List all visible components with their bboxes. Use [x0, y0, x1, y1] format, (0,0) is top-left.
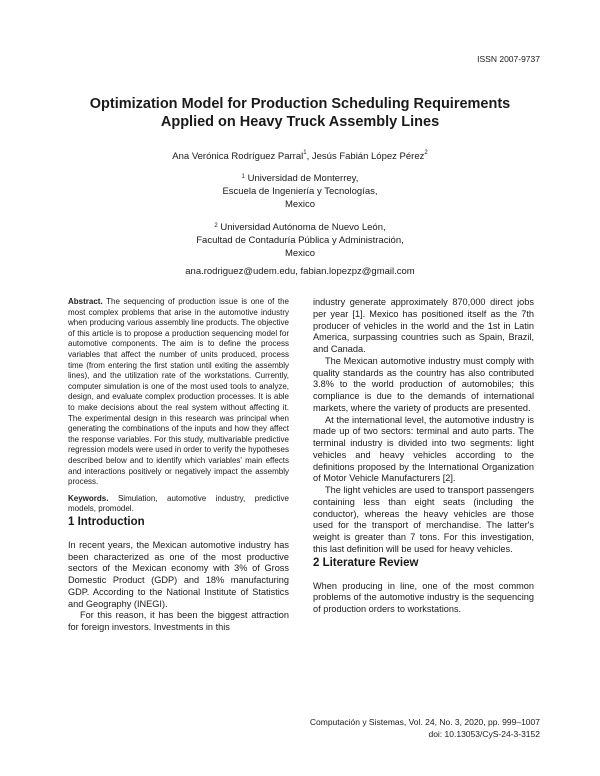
- paper-title: [60, 95, 540, 131]
- author-2-affiliation-mark: 2: [424, 150, 428, 156]
- affiliation-2-line-2: Facultad de Contaduría Pública y Administración,: [196, 235, 404, 246]
- affiliation-1-mark: 1: [241, 174, 245, 180]
- keywords-text: Simulation, automotive industry, predictive models, promodel.: [68, 493, 289, 514]
- keywords: [68, 494, 289, 515]
- affiliation-2-mark: 2: [214, 223, 218, 229]
- issn-label: ISSN 2007-9737: [477, 54, 540, 64]
- affiliation-1-line-1: Universidad de Monterrey,: [247, 173, 359, 184]
- keywords-label: Keywords.: [68, 493, 109, 503]
- introduction-paragraph-1: In recent years, the Mexican automotive industry has been characterized as one of the most productive sectors of the Mexican economy with 3% of Gross Domestic Product (GDP) and 18% manufacturing GDP. According to the National Institute of Statistics and Geography (INEGI).: [68, 539, 289, 609]
- author-emails: ana.rodriguez@udem.edu, fabian.lopezpz@gmail.com: [185, 266, 415, 277]
- author-2: Jesús Fabián López Pérez: [311, 151, 425, 162]
- body-paragraph-3: At the international level, the automotive industry is made up of two sectors: terminal and auto parts. The terminal industry is divided into two segments: light vehicles and heavy vehicles according to the definitions proposed by the International Organization of Motor Vehicle Manufacturers [2].: [313, 414, 534, 484]
- literature-review-heading: 2 Literature Review: [313, 556, 419, 569]
- author-separator: ,: [306, 151, 312, 162]
- title-line-2: Applied on Heavy Truck Assembly Lines: [160, 114, 440, 130]
- author-list: [60, 151, 540, 162]
- introduction-heading: 1 Introduction: [68, 515, 145, 528]
- title-line-1: Optimization Model for Production Scheduling Requirements: [89, 96, 511, 112]
- author-1-affiliation-mark: 1: [303, 150, 307, 156]
- journal-citation: Computación y Sistemas, Vol. 24, No. 3, 2020, pp. 999–1007: [309, 717, 540, 727]
- left-column: [68, 297, 289, 634]
- affiliation-1-line-3: Mexico: [284, 199, 316, 210]
- abstract-text: The sequencing of production issue is one of the most complex problems that arise in the automotive industry when producing various assembly line products. The objective of this article is to propose a production sequencing model for automotive components. The aim is to define the process variables that affect the number of units produced, process time (from entering the first station until exiting the assembly lines), and the utilization rate of the workstations. Currently, computer simulation is one of the most used tools to analyze, design, and evaluate complex production processes. It is able to make decisions about the real system without affecting it. The experimental design in this research was principal when generating the combinations of the inputs and how they affect the response variables. For this study, multivariable predictive regression models were used in order to verify the hypotheses described below and to identify which variables' main effects and interactions positively or negatively impact the assembly process.: [68, 297, 290, 487]
- introduction-paragraph-2: For this reason, it has been the biggest attraction for foreign investors. Investments in this: [68, 610, 289, 633]
- affiliation-2-line-1: Universidad Autónoma de Nuevo León,: [220, 222, 386, 233]
- abstract-label: Abstract.: [68, 297, 103, 306]
- affiliation-2-line-3: Mexico: [284, 248, 316, 259]
- doi-label: doi: 10.13053/CyS-24-3-3152: [428, 729, 540, 739]
- literature-review-paragraph-1: When producing in line, one of the most common problems of the automotive industry is the sequencing of production orders to workstations.: [313, 580, 534, 614]
- page-footer: [310, 716, 540, 740]
- affiliation-1-line-2: Escuela de Ingeniería y Tecnologías,: [222, 186, 378, 197]
- affiliation-2: [60, 221, 540, 260]
- body-paragraph-1: industry generate approximately 870,000 direct jobs per year [1]. Mexico has positioned itself as the 7th producer of vehicles in the world and the 1st in Latin America, surpassing countries such as Spain, Brazil, and Canada.: [313, 297, 534, 354]
- affiliation-1: [60, 172, 540, 211]
- abstract: [68, 297, 289, 488]
- body-paragraph-4: The light vehicles are used to transport passengers containing less than eight seats (including the conductor), whereas the heavy vehicles are those used for the transport of merchandise. The latter's weight is greater than 7 tons. For this investigation, this last definition will be used for heavy vehicles.: [313, 485, 534, 554]
- right-column: [313, 297, 534, 616]
- body-paragraph-2: The Mexican automotive industry must comply with quality standards as the country has also contributed 3.8% to the world production of automobiles; this compliance is due to the demands of international markets, where the variety of products are presented.: [313, 355, 534, 413]
- author-1: Ana Verónica Rodríguez Parral: [172, 151, 304, 162]
